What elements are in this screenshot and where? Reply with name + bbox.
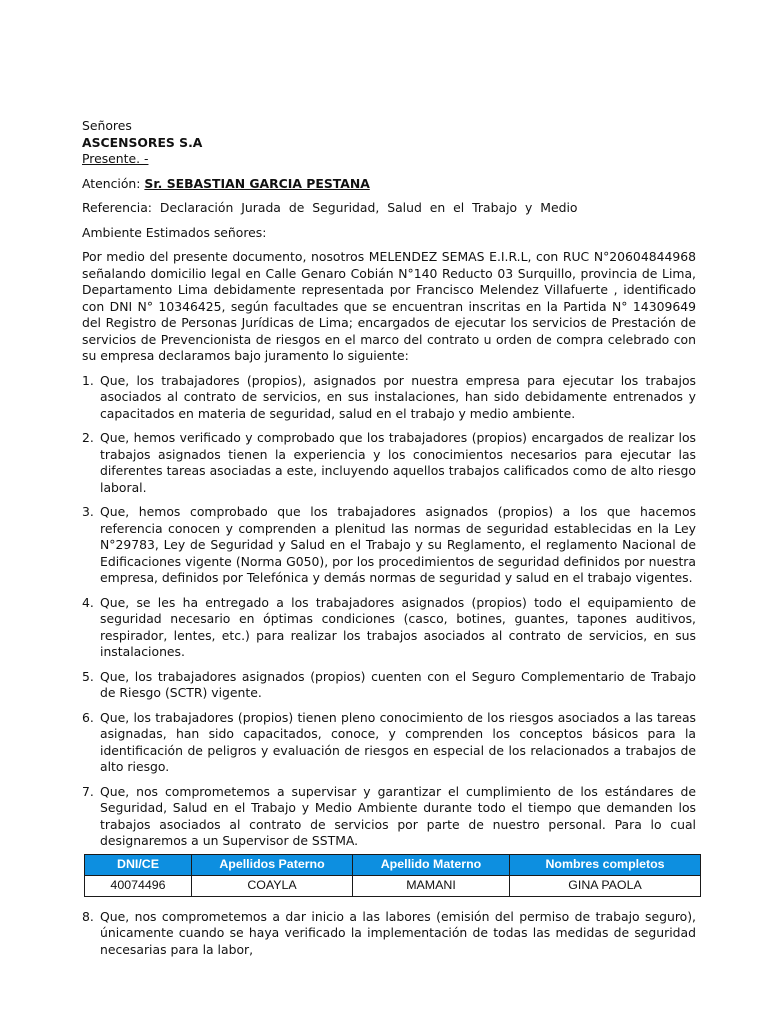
- item-text: Que, hemos verificado y comprobado que los trabajadores (propios) encargados de realizar los trabajos asignados tienen la experiencia y los conocimientos necesarios para ejecutar las diferentes tareas asociadas a este, incluyendo aquellos trabajos calificados como de alto riesgo laboral.: [100, 430, 696, 495]
- item-text: Que, los trabajadores (propios) tienen pleno conocimiento de los riesgos asociados a las tareas asignadas, han sido capacitados, conoce, y comprenden los conceptos básicos para la identificación de peligros y evaluación de riesgos en especial de los relacionados a trabajos de alto riesgo.: [100, 709, 696, 774]
- reference-line: Referencia: Declaración Jurada de Seguridad, Salud en el Trabajo y Medio: [82, 200, 578, 215]
- table-cell: 40074496: [85, 875, 192, 896]
- column-header-apellido-materno: Apellido Materno: [353, 854, 510, 875]
- addressee-company: ASCENSORES S.A: [82, 134, 203, 150]
- list-item: [82, 430, 696, 496]
- item-number: 4.: [82, 594, 94, 610]
- item-text: Que, se les ha entregado a los trabajadores asignados (propios) todo el equipamiento de seguridad necesario en óptimas condiciones (casco, botines, guantes, tapones auditivos, respirador, lentes, etc.) para realizar los trabajos asociados al contrato de servicios, en sus instalaciones.: [100, 594, 696, 659]
- column-header-nombres: Nombres completos: [510, 854, 701, 875]
- item-number: 2.: [82, 430, 94, 445]
- list-item: [82, 669, 696, 702]
- attention-line: [82, 176, 696, 193]
- table-cell: GINA PAOLA: [510, 875, 701, 896]
- letter-body: [82, 118, 696, 966]
- column-header-apellido-paterno: Apellidos Paterno: [192, 854, 353, 875]
- column-header-dni: DNI/CE: [85, 854, 192, 875]
- list-item: [82, 504, 696, 587]
- table-row: [85, 875, 701, 896]
- item-text: Que, los trabajadores asignados (propios) cuenten con el Seguro Complementario de Trabajo de Riesgo (SCTR) vigente.: [100, 668, 696, 700]
- item-text: Que, los trabajadores (propios), asignados por nuestra empresa para ejecutar los trabajos asociados al contrato de servicios, en sus instalaciones, han sido debidamente entrenados y capacitados en materia de seguridad, salud en el trabajo y medio ambiente.: [100, 372, 696, 421]
- list-item: [82, 909, 696, 959]
- table-cell: COAYLA: [192, 875, 353, 896]
- item-number: 3.: [82, 504, 94, 519]
- table-cell: MAMANI: [353, 875, 510, 896]
- supervisor-table: [84, 854, 701, 897]
- salutation: Señores: [82, 118, 132, 133]
- attention-label: Atención:: [82, 175, 145, 191]
- table-header-row: [85, 854, 701, 875]
- list-item: [82, 784, 696, 850]
- declaration-list: [82, 373, 696, 850]
- item-number: 1.: [82, 372, 94, 388]
- item-text: Que, nos comprometemos a dar inicio a las labores (emisión del permiso de trabajo seguro), únicamente cuando se haya verificado la implementación de todas las medidas de seguridad necesarias para la labor,: [100, 908, 696, 957]
- list-item: [82, 595, 696, 661]
- declaration-list-continued: [82, 909, 696, 959]
- presente-line: Presente. -: [82, 151, 149, 166]
- item-number: 6.: [82, 709, 94, 725]
- greeting-line: Ambiente Estimados señores:: [82, 224, 267, 240]
- list-item: [82, 373, 696, 423]
- item-text: Que, hemos comprobado que los trabajadores asignados (propios) a los que hacemos referencia conocen y comprenden a plenitud las normas de seguridad establecidas en la Ley N°29783, Ley de Seguridad y Salud en el Trabajo y su Reglamento, el reglamento Nacional de Edificaciones vigente (Norma G050), por los procedimientos de seguridad definidos por nuestra empresa, definidos por Telefónica y demás normas de seguridad y salud en el trabajo vigentes.: [100, 504, 696, 585]
- list-item: [82, 710, 696, 776]
- item-number: 8.: [82, 908, 94, 924]
- item-number: 5.: [82, 668, 94, 684]
- intro-paragraph: Por medio del presente documento, nosotros MELENDEZ SEMAS E.I.R.L, con RUC N°20604844968 señalando domicilio legal en Calle Genaro Cobián N°140 Reducto 03 Surquillo, provincia de Lima, Departamento Lima debidamente representada por Francisco Melendez Villafuerte , identificado con DNI N° 10346425, según facultades que se encuentran inscritas en la Partida N° 14309649 del Registro de Personas Jurídicas de Lima; encargados de ejecutar los servicios de Prestación de servicios de Prevencionista de riesgos en el marco del contrato u orden de compra celebrado con su empresa declaramos bajo juramento lo siguiente:: [82, 249, 696, 363]
- item-text: Que, nos comprometemos a supervisar y garantizar el cumplimiento de los estándares de Seguridad, Salud en el Trabajo y Medio Ambiente durante todo el tiempo que demanden los trabajos asociados al contrato de servicios por parte de nuestro personal. Para lo cual designaremos a un Supervisor de SSTMA.: [100, 783, 696, 848]
- item-number: 7.: [82, 783, 94, 799]
- attention-name: Sr. SEBASTIAN GARCIA PESTANA: [144, 175, 370, 191]
